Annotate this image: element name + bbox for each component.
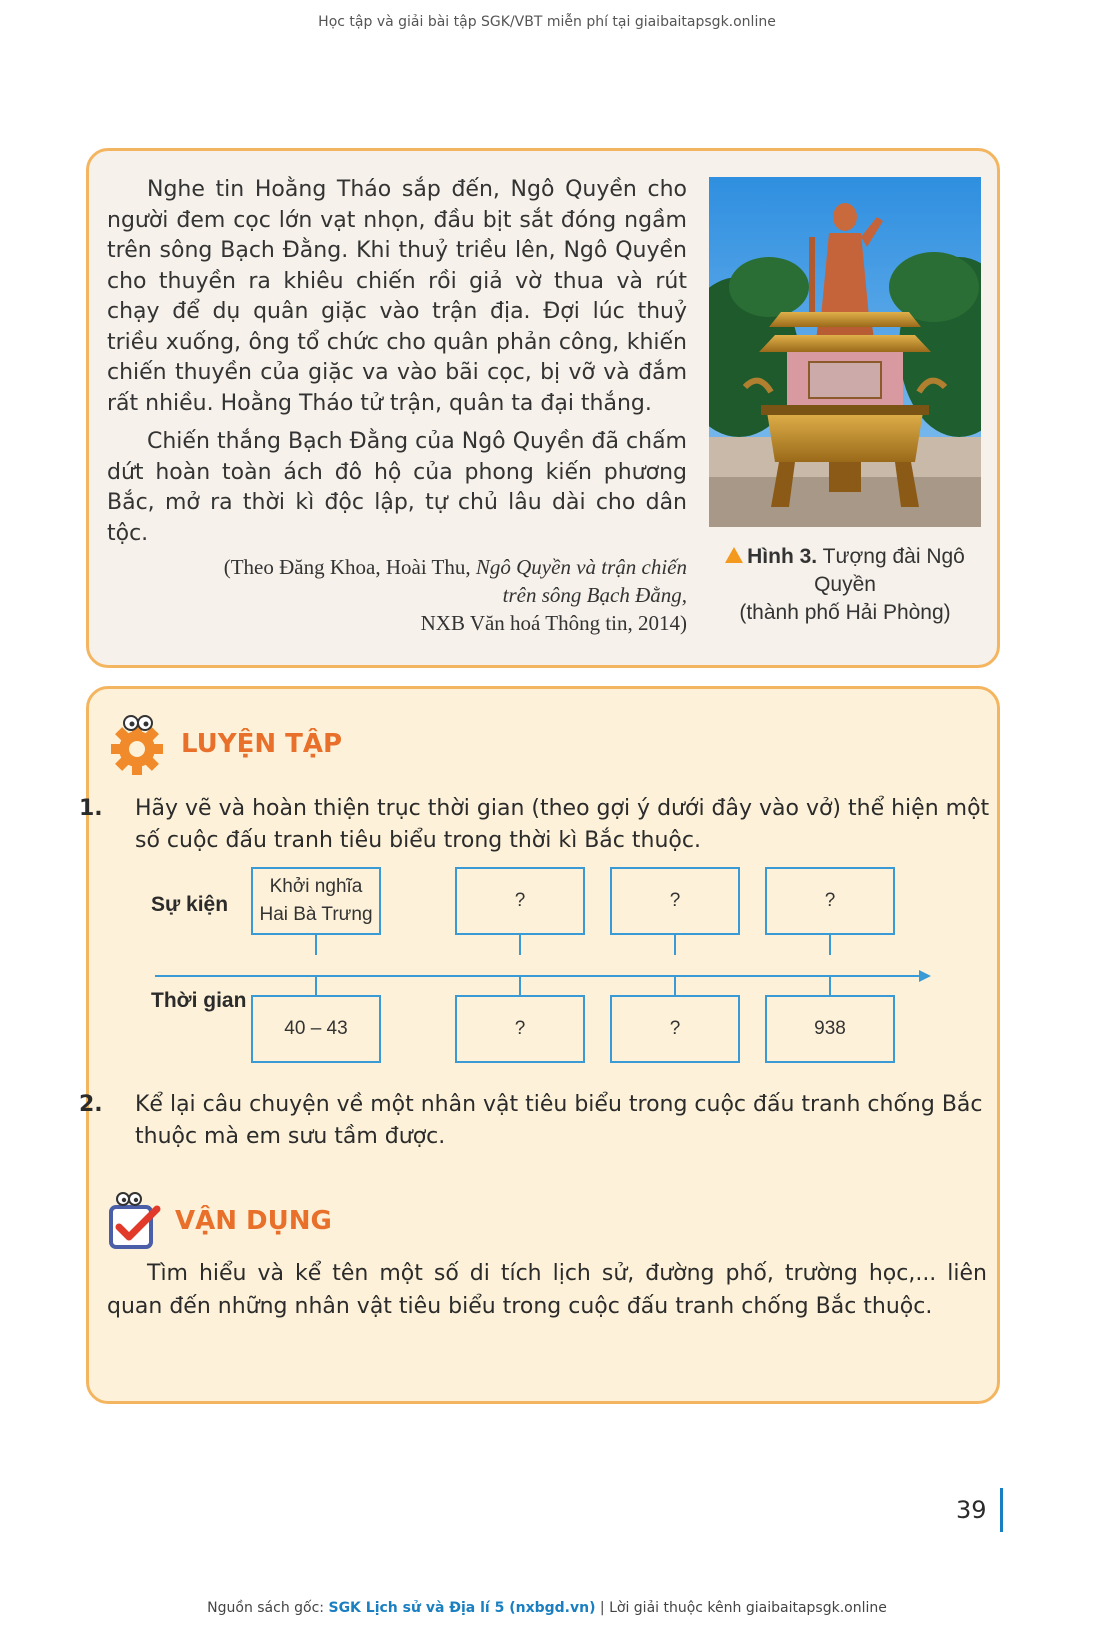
task-2 [79, 1089, 1015, 1153]
statue-photo [709, 177, 981, 527]
event-line: Khởi nghĩa [269, 876, 363, 897]
timeline-time-box: ? [455, 995, 585, 1063]
timeline-event-box [610, 867, 740, 935]
timeline-event-box [455, 867, 585, 935]
event-line: Hai Bà Trưng [259, 904, 373, 925]
apply-text: Tìm hiểu và kể tên một số di tích lịch sử, đường phố, trường học,... liên quan đến những nhân vật tiêu biểu trong cuộc đấu tranh chống Bắc thuộc. [107, 1261, 987, 1319]
timeline-tick [674, 935, 676, 955]
practice-box [79, 686, 1000, 1404]
timeline-axis [155, 975, 923, 977]
task-2-text: Kể lại câu chuyện về một nhân vật tiêu biểu trong cuộc đấu tranh chống Bắc thuộc mà em sưu tầm được. [135, 1092, 983, 1149]
timeline-event-box [251, 867, 381, 935]
event-line: ? [824, 890, 836, 911]
task-2-number: 2. [79, 1092, 103, 1117]
checkbox-eyes-icon [107, 1189, 163, 1253]
footer-source-link[interactable]: SGK Lịch sử và Địa lí 5 (nxbgd.vn) [328, 1600, 596, 1616]
footer-note [0, 1600, 1094, 1616]
timeline-time-box: 40 – 43 [251, 995, 381, 1063]
event-line: ? [514, 890, 526, 911]
caption-text-2: (thành phố Hải Phòng) [739, 601, 951, 624]
timeline-event-box [765, 867, 895, 935]
timeline-tick [829, 977, 831, 997]
task-1 [79, 793, 1015, 857]
task-1-text: Hãy vẽ và hoàn thiện trục thời gian (theo gợi ý dưới đây vào vở) thể hiện một số cuộc đấu tranh tiêu biểu trong thời kì Bắc thuộc. [135, 796, 990, 853]
timeline-time-box: ? [610, 995, 740, 1063]
footer-prefix: Nguồn sách gốc: [207, 1600, 329, 1616]
photo-caption [709, 543, 981, 627]
reading-box [86, 148, 1000, 668]
timeline-tick [519, 935, 521, 955]
citation-publisher: NXB Văn hoá Thông tin, 2014) [420, 611, 687, 635]
timeline-tick [674, 977, 676, 997]
citation [107, 553, 687, 637]
timeline-time-box: 938 [765, 995, 895, 1063]
timeline-time-label: Thời gian [151, 989, 247, 1012]
page-number-bar [1000, 1488, 1003, 1532]
page-number: 39 [956, 1496, 987, 1524]
citation-title-1: Ngô Quyền và trận chiến [475, 555, 687, 579]
statue-photo-svg [709, 177, 981, 527]
reading-paragraph-1: Nghe tin Hoằng Tháo sắp đến, Ngô Quyền cho người đem cọc lớn vạt nhọn, đầu bịt sắt đóng ngầm trên sông Bạch Đằng. Khi thuỷ triều lên, Ngô Quyền cho thuyền ra khiêu chiến rồi giả vờ thua và rút chạy để dụ quân giặc vào trận địa. Đợi lúc thuỷ triều xuống, ông tổ chức cho quân phản công, khiến chiến thuyền của giặc va vào bãi cọc, bị vỡ và đắm rất nhiều. Hoằng Tháo tử trận, quân ta đại thắng. [107, 177, 687, 416]
apply-heading [107, 1189, 332, 1253]
reading-paragraph-2: Chiến thắng Bạch Đằng của Ngô Quyền đã chấm dứt hoàn toàn ách đô hộ của phong kiến phương Bắc, mở ra thời kì độc lập, tự chủ lâu dài cho dân tộc. [107, 429, 687, 546]
caption-label: Hình 3. [747, 545, 818, 568]
caption-text-1: Tượng đài Ngô Quyền [814, 545, 965, 596]
timeline-tick [315, 977, 317, 997]
timeline-tick [829, 935, 831, 955]
event-line: ? [669, 890, 681, 911]
citation-prefix: (Theo Đăng Khoa, Hoài Thu, [223, 555, 471, 579]
apply-title: VẬN DỤNG [175, 1206, 332, 1236]
task-1-number: 1. [79, 796, 103, 821]
practice-title: LUYỆN TẬP [181, 729, 343, 759]
timeline-event-label: Sự kiện [151, 893, 229, 916]
footer-suffix: | Lời giải thuộc kênh giaibaitapsgk.online [595, 1600, 887, 1616]
timeline-arrow [919, 970, 931, 982]
timeline-tick [519, 977, 521, 997]
triangle-icon [725, 547, 743, 563]
reading-text [107, 175, 687, 557]
header-note: Học tập và giải bài tập SGK/VBT miễn phí tại giaibaitapsgk.online [318, 14, 776, 30]
gear-eyes-icon [107, 713, 169, 775]
citation-title-2: trên sông Bạch Đằng, [502, 583, 687, 607]
timeline-tick [315, 935, 317, 955]
practice-heading [107, 713, 342, 775]
